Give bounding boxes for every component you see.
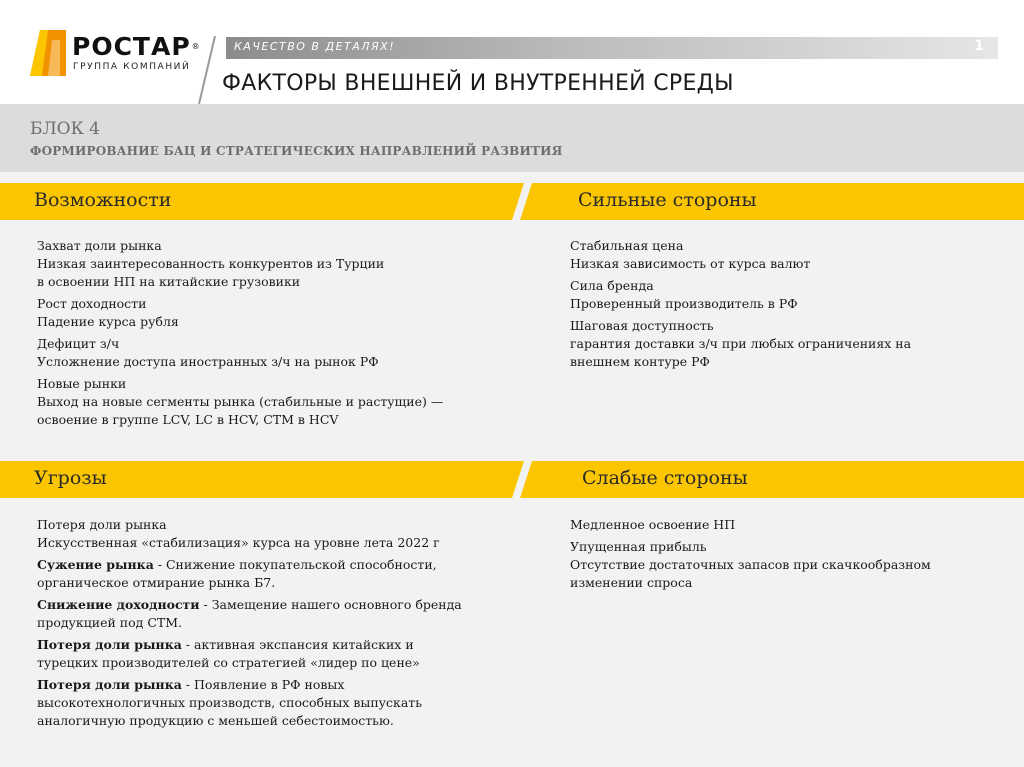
list-item: Потеря доли рынка - активная экспансия китайских и турецких производителей со стратегией «лидер по цене» — [37, 636, 420, 670]
logo-subtitle: ГРУППА КОМПАНИЙ — [73, 62, 191, 72]
strengths-list — [570, 237, 1010, 375]
strengths-title: Сильные стороны — [578, 189, 757, 211]
page-title: ФАКТОРЫ ВНЕШНЕЙ И ВНУТРЕННЕЙ СРЕДЫ — [222, 71, 734, 96]
block-label: БЛОК 4 — [30, 119, 100, 139]
band-top — [0, 183, 1024, 220]
list-item: Снижение доходности - Замещение нашего основного бренда продукцией под СТМ. — [37, 596, 462, 631]
header — [0, 0, 1024, 104]
list-item: Медленное освоение НП — [570, 517, 736, 532]
tagline: КАЧЕСТВО В ДЕТАЛЯХ! — [234, 40, 396, 53]
tagline-bar — [226, 37, 998, 59]
block-subtitle: ФОРМИРОВАНИЕ БАЦ И СТРАТЕГИЧЕСКИХ НАПРАВЛЕНИЙ РАЗВИТИЯ — [30, 144, 563, 158]
list-item: Упущенная прибыль Отсутствие достаточных запасов при скачкообразном изменении спроса — [570, 538, 931, 591]
list-item: Шаговая доступность гарантия доставки з/ч при любых ограничениях на внешнем контуре РФ — [570, 317, 912, 370]
threats-list — [37, 516, 507, 734]
list-item: Стабильная цена Низкая зависимость от курса валют — [570, 238, 811, 272]
logo-name: РОСТАР® — [72, 32, 201, 61]
band-separator — [512, 183, 532, 220]
weaknesses-list — [570, 516, 1010, 596]
page-number: 1 — [974, 38, 984, 54]
list-item: Сужение рынка - Снижение покупательской способности, органическое отмирание рынка Б7. — [37, 556, 437, 591]
logo-mark-icon — [30, 30, 66, 76]
header-divider — [197, 36, 225, 104]
opportunities-title: Возможности — [34, 189, 172, 211]
band-separator — [512, 461, 532, 498]
block-band — [0, 104, 1024, 172]
list-item: Новые рынки Выход на новые сегменты рынка (стабильные и растущие) — освоение в группе LCV, LC в HCV, CTM в HCV — [37, 375, 444, 428]
list-item: Захват доли рынка Низкая заинтересованность конкурентов из Турции в освоении НП на китайские грузовики — [37, 238, 385, 290]
list-item: Рост доходности Падение курса рубля — [37, 296, 179, 330]
opportunities-list — [37, 237, 507, 433]
weaknesses-title: Слабые стороны — [582, 467, 748, 489]
threats-title: Угрозы — [34, 467, 107, 489]
band-bottom — [0, 461, 1024, 498]
list-item: Дефицит з/ч Усложнение доступа иностранных з/ч на рынок РФ — [37, 336, 379, 370]
list-item: Сила бренда Проверенный производитель в РФ — [570, 277, 798, 312]
list-item: Потеря доли рынка Искусственная «стабилизация» курса на уровне лета 2022 г — [37, 517, 440, 551]
list-item: Потеря доли рынка - Появление в РФ новых высокотехнологичных производств, способных выпускать аналогичную продукцию с меньшей себестоимостью. — [37, 676, 423, 729]
company-logo[interactable] — [22, 30, 202, 80]
